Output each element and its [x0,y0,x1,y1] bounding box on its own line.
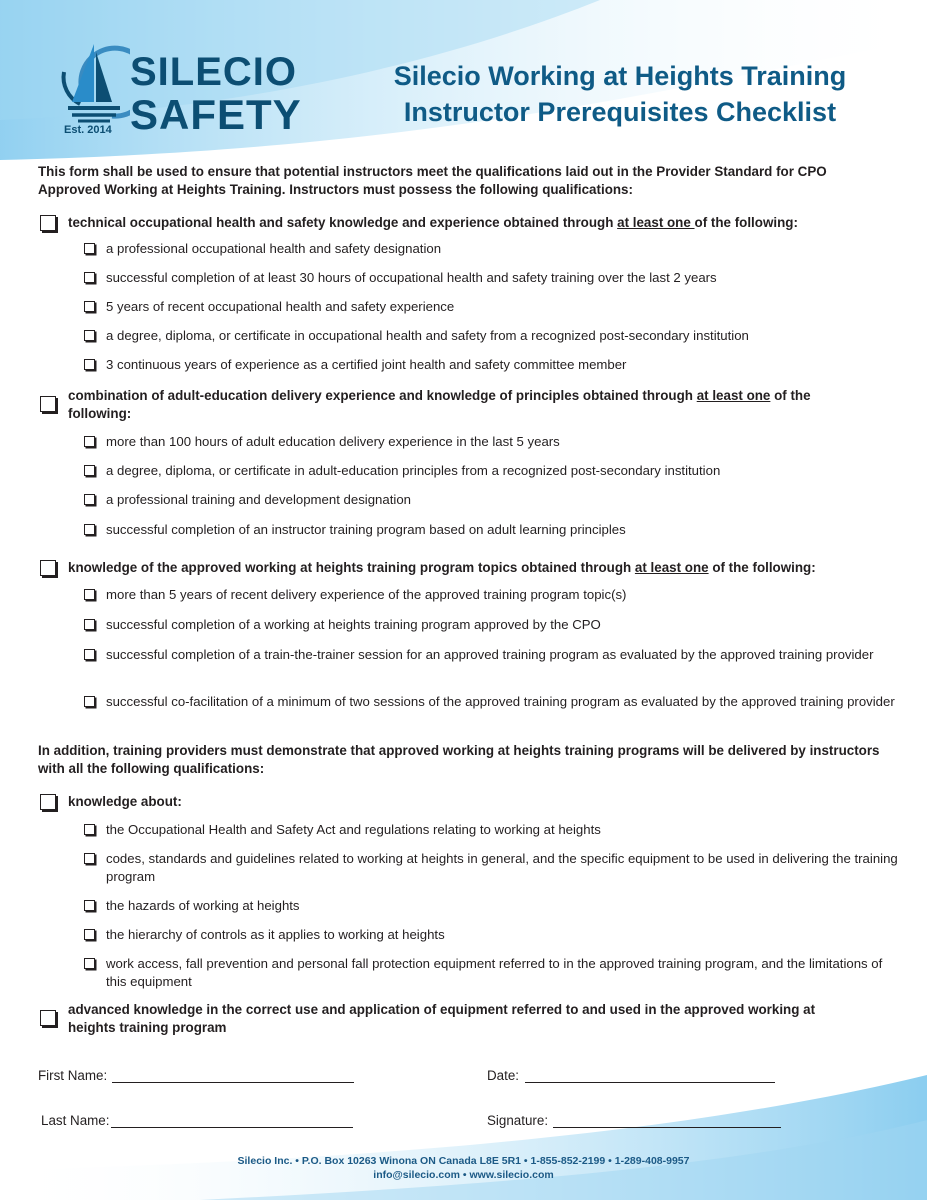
section-text-post: of the following: [68,388,811,421]
section-text-emph: at least one [696,388,771,403]
first-name-line[interactable] [112,1082,354,1083]
section-checkbox[interactable] [40,1010,56,1026]
silecio-logo [50,42,310,142]
item-text: more than 5 years of recent delivery experience of the approved training program topic(s) [106,587,627,602]
item-checkbox[interactable] [84,301,95,312]
title-line2: Instructor Prerequisites Checklist [403,97,837,127]
item-checkbox[interactable] [84,853,95,864]
item-text: the hazards of working at heights [106,898,300,913]
item-checkbox[interactable] [84,330,95,341]
list-item [84,298,906,316]
list-item [84,955,906,991]
brand-name-line1: SILECIO [130,50,298,94]
item-checkbox[interactable] [84,900,95,911]
item-text: a professional occupational health and safety designation [106,241,442,256]
addition-paragraph: In addition, training providers must demonstrate that approved working at heights training programs will be delivered by instructors with all the following qualifications: [38,743,880,776]
section-text-pre: knowledge of the approved working at heights training program topics obtained through [68,560,635,575]
last-name-field[interactable] [41,1112,361,1130]
item-checkbox[interactable] [84,649,95,660]
date-line[interactable] [525,1082,775,1083]
section-text: knowledge about: [68,794,182,809]
list-item [84,897,906,915]
first-name-label: First Name: [38,1068,108,1083]
item-text: 3 continuous years of experience as a certified joint health and safety committee member [106,357,627,372]
item-checkbox[interactable] [84,696,95,707]
section-text-pre: technical occupational health and safety knowledge and experience obtained through [68,215,618,230]
signature-line[interactable] [553,1127,781,1128]
list-item [84,693,906,711]
item-checkbox[interactable] [84,494,95,505]
item-text: successful co-facilitation of a minimum of two sessions of the approved training program as evaluated by the approved training provider [106,694,895,709]
footer-contact: info@silecio.com • www.silecio.com [373,1169,554,1181]
intro-paragraph: This form shall be used to ensure that potential instructors meet the qualifications laid out in the Provider Standard for CPO Approved Working at Heights Training. Instructors must possess the following qualifications: [38,164,827,197]
list-item [84,433,906,451]
signature-field[interactable] [487,1112,787,1130]
section-advanced-knowledge [40,1001,858,1037]
list-item [84,356,906,374]
item-text: the hierarchy of controls as it applies to working at heights [106,927,445,942]
list-item [84,850,906,886]
item-text: a professional training and development designation [106,492,411,507]
list-item [84,521,906,539]
section-text-emph: at least one [617,215,695,230]
section-text: advanced knowledge in the correct use and application of equipment referred to and used in the approved working at heights training program [68,1002,816,1035]
list-item [84,240,906,258]
document-title [340,58,900,130]
section-checkbox[interactable] [40,396,56,412]
first-name-field[interactable] [38,1067,358,1085]
item-text: a degree, diploma, or certificate in adult-education principles from a recognized post-secondary institution [106,463,721,478]
section-text-post: of the following: [708,560,816,575]
item-checkbox[interactable] [84,272,95,283]
section-text-post: of the following: [694,215,798,230]
item-text: successful completion of a working at heights training program approved by the CPO [106,617,601,632]
list-item [84,269,906,287]
list-item [84,586,906,604]
item-text: 5 years of recent occupational health and safety experience [106,299,455,314]
section-checkbox[interactable] [40,794,56,810]
item-checkbox[interactable] [84,619,95,630]
item-text: more than 100 hours of adult education delivery experience in the last 5 years [106,434,560,449]
item-text: successful completion of a train-the-trainer session for an approved training program as evaluated by the approved training provider [106,647,874,662]
item-checkbox[interactable] [84,436,95,447]
list-item [84,491,906,509]
list-item [84,646,906,664]
date-label: Date: [487,1068,520,1083]
list-item [84,462,906,480]
signature-label: Signature: [487,1113,549,1128]
item-checkbox[interactable] [84,359,95,370]
section-text-pre: combination of adult-education delivery experience and knowledge of principles obtained through [68,388,697,403]
section-adult-education [40,387,848,423]
list-item [84,926,906,944]
item-checkbox[interactable] [84,589,95,600]
item-checkbox[interactable] [84,524,95,535]
footer-address: Silecio Inc. • P.O. Box 10263 Winona ON Canada L8E 5R1 • 1-855-852-2199 • 1-289-408-9957 [237,1155,690,1167]
item-checkbox[interactable] [84,243,95,254]
list-item [84,327,906,345]
item-text: a degree, diploma, or certificate in occupational health and safety from a recognized post-secondary institution [106,328,749,343]
list-item [84,616,906,634]
list-item [84,821,906,839]
last-name-label: Last Name: [41,1113,110,1128]
item-text: successful completion of at least 30 hours of occupational health and safety training over the last 2 years [106,270,717,285]
item-checkbox[interactable] [84,465,95,476]
section-text-emph: at least one [634,560,709,575]
date-field[interactable] [487,1067,787,1085]
section-knowledge [40,793,898,811]
established-year: Est. 2014 [64,124,112,136]
item-checkbox[interactable] [84,929,95,940]
item-text: the Occupational Health and Safety Act and regulations relating to working at heights [106,822,601,837]
item-text: codes, standards and guidelines related to working at heights in general, and the specific equipment to be used in delivering the training program [106,851,898,884]
item-checkbox[interactable] [84,824,95,835]
section-checkbox[interactable] [40,215,56,231]
item-text: successful completion of an instructor training program based on adult learning principles [106,522,626,537]
brand-name-line2: SAFETY [130,91,302,138]
title-line1: Silecio Working at Heights Training [393,61,847,91]
section-checkbox[interactable] [40,560,56,576]
item-text: work access, fall prevention and personal fall protection equipment referred to in the approved training program, and the limitations of this equipment [106,956,883,989]
item-checkbox[interactable] [84,958,95,969]
section-program-topics [40,559,908,577]
section-technical-ohs [40,214,898,232]
last-name-line[interactable] [111,1127,353,1128]
